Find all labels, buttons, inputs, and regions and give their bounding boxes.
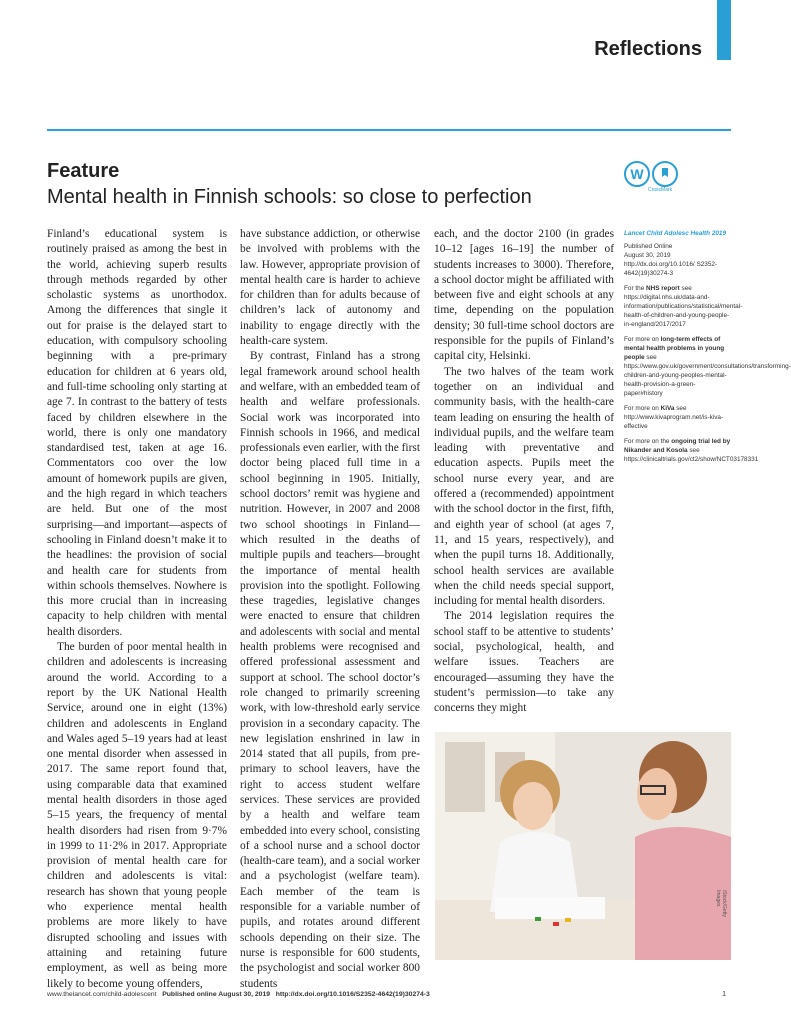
- paragraph: The 2014 legislation requires the school staff to be attentive to students’ social, psychological, health, and welfare issues. Teachers are encouraged—assuming they have the student’s permission—to take any concerns they might: [434, 610, 614, 715]
- note-link[interactable]: see https://clinicaltrials.gov/ct2/show/NCT03178331: [624, 447, 759, 463]
- body-column-2: [240, 227, 420, 992]
- page-number: 1: [722, 991, 726, 998]
- footer-published: Published online August 30, 2019: [162, 991, 271, 998]
- accent-bar: [717, 0, 731, 60]
- article-kicker: Feature: [47, 160, 120, 182]
- sidebar-note: For the NHS report see https://digital.nhs.uk/data-and-information/publications/statistical/mental-health-of-children-and-young-people-in-england/2017/2017: [624, 285, 743, 328]
- paragraph: By contrast, Finland has a strong legal framework around school health and welfare, with an embedded team of health and welfare professionals. Social work was incorporated into Finnish schools in 1966, and medical professionals even earlier, with the first doctor being placed full time in a school beginning in 1905. Initially, school doctors’ remit was hygiene and nutrition. However, in 2007 and 2008 two school shootings in Finland—which resulted in the deaths of multiple pupils and teachers—brought the importance of mental health provision into the spotlight. Following these tragedies, legislative changes were enacted to ensure that children and adolescents with social and mental health problems were recognised and offered professional assessment and support at school. The school doctor’s role changed to primarily screening work, with low-threshold early service provision in a secondary capacity. The new legislation enshrined in law in 2014 stated that all pupils, from pre-primary to school leavers, have the right to access student welfare services. These services are provided by a health and welfare team embedded into every school, consisting of a school nurse and a school doctor (health-care team), and a social worker and a psychologist (welfare team). Each member of the team is responsible for a variable number of pupils, and rotates around different schools depending on their size. The nurse is responsible for 600 students, the psychologist and social worker 800 students: [240, 350, 420, 990]
- crossmark-label: CrossMark: [648, 187, 673, 193]
- body-column-3: [434, 227, 614, 717]
- doi-link[interactable]: http://dx.doi.org/10.1016/ S2352-4642(19)30274-3: [624, 261, 718, 277]
- paragraph: have substance addiction, or otherwise be involved with problems with the law. However, appropriate provision of mental health care is harder to achieve for children than for adults because of children’s lack of autonomy and inability to engage directly with the health-care system.: [240, 228, 420, 348]
- section-heading: Reflections: [594, 38, 702, 60]
- w-badge-icon[interactable]: W: [624, 161, 650, 187]
- note-link[interactable]: see https://www.gov.uk/government/consultations/transforming-children-and-young-peoples-mental-health-provision-a-green-paper#history: [624, 354, 791, 397]
- paragraph: each, and the doctor 2100 (in grades 10–12 [ages 16–19] the number of students increases to 3000). Therefore, a school doctor might be affiliated with between five and eight schools at any time, depending on the population density; 30 full-time school doctors are responsible for the pupils of Finland’s capital city, Helsinki.: [434, 228, 614, 363]
- footer-doi[interactable]: http://dx.doi.org/10.1016/S2352-4642(19)30274-3: [275, 991, 430, 998]
- sidebar: [624, 229, 791, 470]
- paragraph: The burden of poor mental health in children and adolescents is increasing around the world. According to a report by the UK National Health Service, around one in eight (13%) children and adolescents in England and Wales aged 5–19 years had at least one mental disorder when assessed in 2017. The same report found that, using comparable data that examined mental health disorders in those aged 5–15 years, the frequency of mental health disorders had risen from 9·7% in 1999 to 11·2% in 2017. Appropriate provision of mental health care for children and adolescents is vital: research has shown that young people who experience mental health problems are more likely to have disrupted schooling and issues with attaining and retaining future employment, as well as being more likely to become young offenders,: [47, 641, 227, 990]
- photo-credit: iStock/Getty Images: [715, 890, 727, 917]
- sidebar-note: For more on long-term effects of mental health problems in young people see https://www.gov.uk/government/consultations/transforming-children-and-young-peoples-mental-health-provision-a-green-paper#history: [624, 336, 791, 397]
- journal-citation: Lancet Child Adolesc Health 2019: [624, 230, 727, 237]
- note-link[interactable]: see https://digital.nhs.uk/data-and-information/publications/statistical/mental-health-of-children-and-young-people-in-england/2017/2017: [624, 285, 743, 328]
- article-title: Mental health in Finnish schools: so close to perfection: [47, 186, 532, 208]
- article-photo: [435, 732, 731, 960]
- sidebar-note: For more on KiVa see http://www.kivaprogram.net/is-kiva-effective: [624, 405, 724, 430]
- sidebar-note: For more on the ongoing trial led by Nikander and Kosola see https://clinicaltrials.gov/ct2/show/NCT03178331: [624, 438, 759, 463]
- published-label: Published Online: [624, 243, 673, 250]
- publication-info: [624, 242, 734, 278]
- body-column-1: [47, 227, 227, 992]
- published-date: August 30, 2019: [624, 252, 671, 259]
- footer-url[interactable]: www.thelancet.com/child-adolescent: [47, 991, 157, 998]
- crossmark-icon[interactable]: [652, 161, 678, 187]
- article-badges: [624, 161, 684, 193]
- footer: [47, 991, 430, 998]
- note-link[interactable]: see http://www.kivaprogram.net/is-kiva-effective: [624, 405, 724, 430]
- header-rule: [47, 129, 731, 131]
- paragraph: The two halves of the team work together on an individual and community basis, with the health-care team leading on ensuring the health of individual pupils, and the welfare team leading with preventative and education aspects. Pupils meet the school nurse every year, and are offered a (recommended) appointment with the school doctor in the first, fifth, and eighth year of school (at ages 7, 11, and 15 years, respectively), and when the pupil turns 18. Additionally, school health services are available when the child needs special support, including for mental health disorders.: [434, 365, 614, 608]
- paragraph: Finland’s educational system is routinely praised as among the best in the world, achieving superb results through methods regarded by other scholastic systems as unorthodox. Among the differences that single it out for praise is the delayed start to education, with compulsory schooling beginning with a pre-primary education for children at 6 years old, and full-time schooling only starting at age 7. In contrast to the battery of tests faced by children elsewhere in the world, there is only one mandatory standardised test, taken at age 16. Commentators coo over the low amount of homework pupils are given, and the high regard in which teachers are held. But one of the most surprising—and important—aspects of schooling in Finland doesn’t make it to the headlines: the provision of social and health care for students from within schools themselves. Nowhere is this more crucial than in increasing capacity to help children with mental health disorders.: [47, 228, 227, 638]
